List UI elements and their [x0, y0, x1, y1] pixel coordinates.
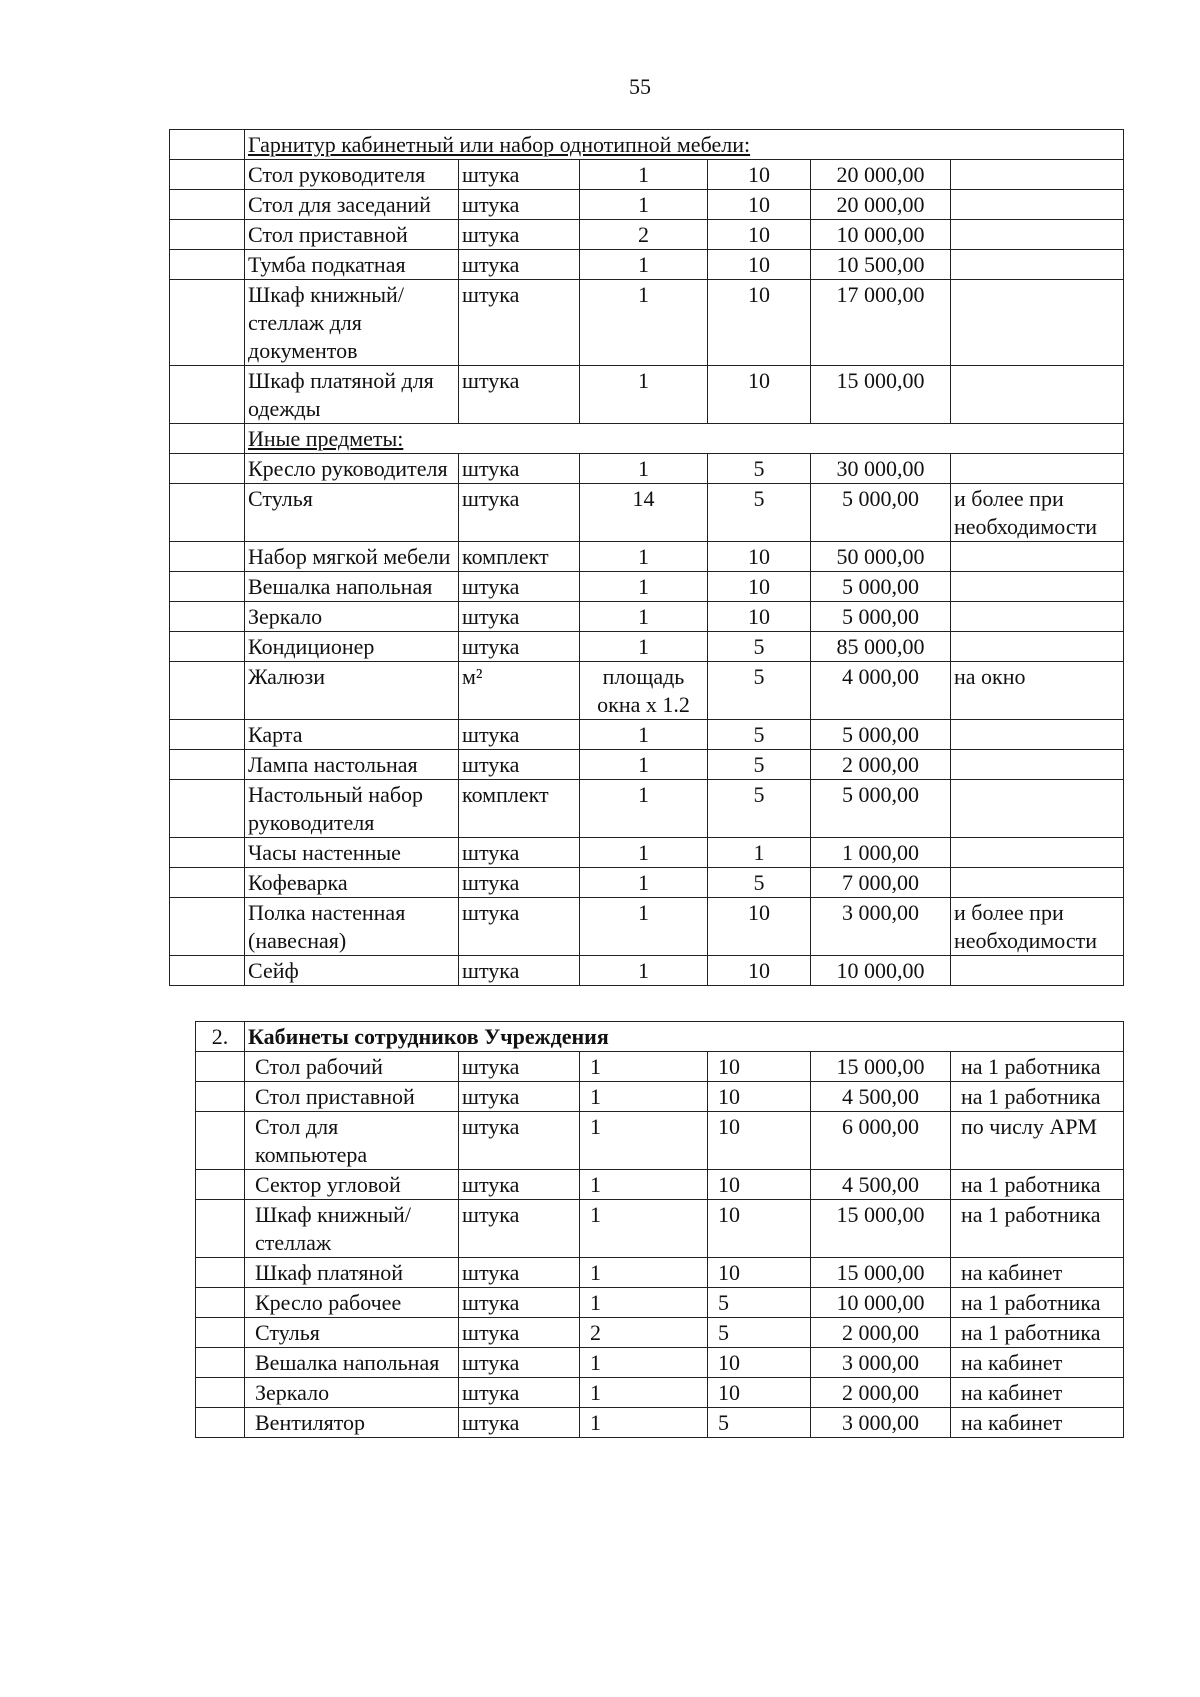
item-note: на кабинет: [951, 1258, 1124, 1288]
table-row: [170, 662, 1124, 720]
item-service-years: 10: [708, 1170, 811, 1200]
item-name: Вентилятор: [245, 1408, 459, 1438]
number-cell: [196, 1408, 245, 1438]
item-note: и более при необходимости: [951, 484, 1124, 542]
item-unit: штука: [459, 1348, 580, 1378]
item-price: 2 000,00: [811, 1378, 951, 1408]
item-quantity: 1: [580, 1200, 708, 1258]
table-row: [170, 838, 1124, 868]
table-row: [170, 250, 1124, 280]
number-cell: [196, 1288, 245, 1318]
number-cell: [170, 424, 245, 454]
table-row: [196, 1408, 1124, 1438]
table-row: [196, 1170, 1124, 1200]
item-unit: штука: [459, 868, 580, 898]
furniture-table-section-2: [195, 1021, 1124, 1438]
number-cell: [170, 454, 245, 484]
item-unit: штука: [459, 572, 580, 602]
table-row: [196, 1112, 1124, 1170]
item-price: 3 000,00: [811, 1348, 951, 1378]
item-note: [951, 280, 1124, 366]
item-service-years: 10: [708, 572, 811, 602]
item-quantity: 1: [580, 572, 708, 602]
item-note: на кабинет: [951, 1378, 1124, 1408]
item-note: [951, 632, 1124, 662]
item-note: [951, 220, 1124, 250]
number-cell: [170, 780, 245, 838]
item-price: 20 000,00: [811, 190, 951, 220]
item-unit: штука: [459, 838, 580, 868]
item-price: 15 000,00: [811, 1052, 951, 1082]
number-cell: [170, 130, 245, 160]
item-service-years: 5: [708, 750, 811, 780]
number-cell: [170, 160, 245, 190]
item-unit: штука: [459, 1112, 580, 1170]
item-price: 4 500,00: [811, 1170, 951, 1200]
item-quantity: 1: [580, 632, 708, 662]
item-unit: штука: [459, 1318, 580, 1348]
item-name: Часы настенные: [245, 838, 459, 868]
item-quantity: 1: [580, 1170, 708, 1200]
number-cell: [196, 1082, 245, 1112]
item-price: 2 000,00: [811, 1318, 951, 1348]
number-cell: [196, 1258, 245, 1288]
item-name: Стол для заседаний: [245, 190, 459, 220]
item-service-years: 10: [708, 898, 811, 956]
item-price: 6 000,00: [811, 1112, 951, 1170]
section-number: 2.: [196, 1022, 245, 1052]
item-note: [951, 572, 1124, 602]
table-row: [170, 898, 1124, 956]
table-row: [196, 1052, 1124, 1082]
table-row: [170, 366, 1124, 424]
item-unit: штука: [459, 1200, 580, 1258]
item-note: [951, 602, 1124, 632]
item-service-years: 5: [708, 780, 811, 838]
item-unit: штука: [459, 366, 580, 424]
item-service-years: 10: [708, 1348, 811, 1378]
item-note: на окно: [951, 662, 1124, 720]
item-service-years: 10: [708, 956, 811, 986]
table-row: [170, 220, 1124, 250]
item-note: [951, 190, 1124, 220]
number-cell: [170, 898, 245, 956]
item-service-years: 5: [708, 662, 811, 720]
number-cell: [170, 190, 245, 220]
item-note: [951, 160, 1124, 190]
item-quantity: 1: [580, 366, 708, 424]
item-unit: комплект: [459, 542, 580, 572]
item-price: 3 000,00: [811, 898, 951, 956]
item-note: на 1 работника: [951, 1200, 1124, 1258]
item-service-years: 10: [708, 1258, 811, 1288]
number-cell: [170, 662, 245, 720]
table-row: [196, 1082, 1124, 1112]
table-row: [196, 1318, 1124, 1348]
item-quantity: 2: [580, 1318, 708, 1348]
number-cell: [170, 542, 245, 572]
table-row: [170, 780, 1124, 838]
item-note: [951, 956, 1124, 986]
item-unit: штука: [459, 1258, 580, 1288]
table-row: [170, 280, 1124, 366]
item-name: Сейф: [245, 956, 459, 986]
item-unit: штука: [459, 956, 580, 986]
item-price: 15 000,00: [811, 366, 951, 424]
item-quantity: площадь окна х 1.2: [580, 662, 708, 720]
item-name: Стулья: [245, 484, 459, 542]
item-name: Стол для компьютера: [245, 1112, 459, 1170]
table-row: [170, 602, 1124, 632]
item-quantity: 1: [580, 1082, 708, 1112]
table-row: [170, 190, 1124, 220]
item-note: на 1 работника: [951, 1082, 1124, 1112]
item-note: на 1 работника: [951, 1288, 1124, 1318]
number-cell: [196, 1052, 245, 1082]
number-cell: [170, 484, 245, 542]
item-name: Жалюзи: [245, 662, 459, 720]
item-name: Кондиционер: [245, 632, 459, 662]
item-unit: штука: [459, 1288, 580, 1318]
item-quantity: 1: [580, 454, 708, 484]
item-service-years: 10: [708, 1052, 811, 1082]
item-price: 15 000,00: [811, 1200, 951, 1258]
group-heading-row: [170, 424, 1124, 454]
item-unit: штука: [459, 280, 580, 366]
table-row: [196, 1258, 1124, 1288]
item-unit: штука: [459, 484, 580, 542]
table-row: [170, 750, 1124, 780]
item-service-years: 10: [708, 190, 811, 220]
item-unit: штука: [459, 632, 580, 662]
item-name: Вешалка напольная: [245, 572, 459, 602]
item-name: Стулья: [245, 1318, 459, 1348]
item-name: Шкаф книжный/стеллаж для документов: [245, 280, 459, 366]
item-note: [951, 454, 1124, 484]
item-note: [951, 366, 1124, 424]
number-cell: [196, 1348, 245, 1378]
item-price: 1 000,00: [811, 838, 951, 868]
number-cell: [196, 1318, 245, 1348]
item-price: 10 000,00: [811, 220, 951, 250]
item-name: Стол приставной: [245, 1082, 459, 1112]
item-quantity: 1: [580, 1348, 708, 1378]
number-cell: [170, 250, 245, 280]
item-unit: штука: [459, 720, 580, 750]
item-price: 10 000,00: [811, 1288, 951, 1318]
table-row: [170, 542, 1124, 572]
item-quantity: 1: [580, 602, 708, 632]
item-quantity: 1: [580, 780, 708, 838]
item-price: 15 000,00: [811, 1258, 951, 1288]
item-price: 4 500,00: [811, 1082, 951, 1112]
number-cell: [170, 280, 245, 366]
item-note: [951, 868, 1124, 898]
number-cell: [170, 838, 245, 868]
item-name: Стол рабочий: [245, 1052, 459, 1082]
item-price: 5 000,00: [811, 602, 951, 632]
number-cell: [170, 220, 245, 250]
item-unit: штука: [459, 898, 580, 956]
item-note: на кабинет: [951, 1408, 1124, 1438]
item-quantity: 1: [580, 1408, 708, 1438]
section-title: Кабинеты сотрудников Учреждения: [245, 1022, 1124, 1052]
item-service-years: 5: [708, 1408, 811, 1438]
item-service-years: 5: [708, 484, 811, 542]
item-service-years: 10: [708, 160, 811, 190]
item-name: Кресло руководителя: [245, 454, 459, 484]
item-price: 7 000,00: [811, 868, 951, 898]
item-unit: м²: [459, 662, 580, 720]
number-cell: [170, 750, 245, 780]
item-service-years: 5: [708, 632, 811, 662]
item-service-years: 10: [708, 220, 811, 250]
item-price: 17 000,00: [811, 280, 951, 366]
item-price: 5 000,00: [811, 780, 951, 838]
group-heading-text: Иные предметы:: [248, 426, 404, 451]
item-note: на 1 работника: [951, 1052, 1124, 1082]
item-quantity: 1: [580, 720, 708, 750]
number-cell: [196, 1170, 245, 1200]
item-note: [951, 838, 1124, 868]
number-cell: [170, 366, 245, 424]
group-heading: [245, 130, 1124, 160]
item-service-years: 10: [708, 366, 811, 424]
item-name: Стол руководителя: [245, 160, 459, 190]
item-name: Настольный набор руководителя: [245, 780, 459, 838]
item-unit: штука: [459, 160, 580, 190]
item-name: Сектор угловой: [245, 1170, 459, 1200]
number-cell: [170, 572, 245, 602]
number-cell: [170, 956, 245, 986]
item-note: [951, 720, 1124, 750]
item-price: 4 000,00: [811, 662, 951, 720]
item-service-years: 1: [708, 838, 811, 868]
item-quantity: 1: [580, 190, 708, 220]
item-name: Шкаф платяной для одежды: [245, 366, 459, 424]
table-row: [170, 484, 1124, 542]
item-quantity: 1: [580, 898, 708, 956]
table-row: [170, 160, 1124, 190]
item-price: 5 000,00: [811, 572, 951, 602]
item-unit: штука: [459, 602, 580, 632]
furniture-table-section-1: [169, 129, 1124, 986]
item-unit: штука: [459, 1082, 580, 1112]
item-service-years: 10: [708, 542, 811, 572]
item-quantity: 1: [580, 280, 708, 366]
table-row: [196, 1378, 1124, 1408]
item-price: 50 000,00: [811, 542, 951, 572]
item-name: Набор мягкой мебели: [245, 542, 459, 572]
item-price: 20 000,00: [811, 160, 951, 190]
number-cell: [170, 632, 245, 662]
item-service-years: 10: [708, 1200, 811, 1258]
item-price: 3 000,00: [811, 1408, 951, 1438]
item-quantity: 1: [580, 1288, 708, 1318]
item-quantity: 1: [580, 1112, 708, 1170]
item-name: Кофеварка: [245, 868, 459, 898]
number-cell: [170, 868, 245, 898]
table-row: [170, 956, 1124, 986]
item-unit: штука: [459, 454, 580, 484]
item-unit: штука: [459, 1378, 580, 1408]
item-quantity: 1: [580, 1258, 708, 1288]
item-service-years: 5: [708, 1318, 811, 1348]
item-price: 5 000,00: [811, 484, 951, 542]
page-number: 55: [629, 74, 651, 99]
number-cell: [196, 1112, 245, 1170]
item-service-years: 10: [708, 1112, 811, 1170]
table-row: [196, 1348, 1124, 1378]
item-unit: штука: [459, 250, 580, 280]
item-unit: штука: [459, 1408, 580, 1438]
number-cell: [170, 602, 245, 632]
item-name: Стол приставной: [245, 220, 459, 250]
item-quantity: 1: [580, 250, 708, 280]
item-service-years: 5: [708, 454, 811, 484]
item-note: на 1 работника: [951, 1318, 1124, 1348]
item-note: на 1 работника: [951, 1170, 1124, 1200]
item-name: Полка настенная (навесная): [245, 898, 459, 956]
item-quantity: 1: [580, 160, 708, 190]
item-service-years: 10: [708, 1378, 811, 1408]
item-name: Зеркало: [245, 1378, 459, 1408]
table-row: [170, 454, 1124, 484]
number-cell: [170, 720, 245, 750]
item-price: 5 000,00: [811, 720, 951, 750]
item-name: Лампа настольная: [245, 750, 459, 780]
table-row: [170, 720, 1124, 750]
item-quantity: 14: [580, 484, 708, 542]
item-note: [951, 780, 1124, 838]
item-name: Тумба подкатная: [245, 250, 459, 280]
item-quantity: 1: [580, 542, 708, 572]
item-price: 10 500,00: [811, 250, 951, 280]
item-unit: штука: [459, 750, 580, 780]
item-note: и более при необходимости: [951, 898, 1124, 956]
group-heading-row: [170, 130, 1124, 160]
item-service-years: 5: [708, 720, 811, 750]
number-cell: [196, 1378, 245, 1408]
item-unit: комплект: [459, 780, 580, 838]
table-row: [196, 1200, 1124, 1258]
group-heading-text: Гарнитур кабинетный или набор однотипной мебели:: [248, 132, 751, 157]
item-unit: штука: [459, 220, 580, 250]
item-name: Вешалка напольная: [245, 1348, 459, 1378]
item-service-years: 5: [708, 1288, 811, 1318]
item-price: 30 000,00: [811, 454, 951, 484]
table-row: [170, 868, 1124, 898]
item-name: Шкаф платяной: [245, 1258, 459, 1288]
group-heading: [245, 424, 1124, 454]
item-note: [951, 250, 1124, 280]
item-name: Карта: [245, 720, 459, 750]
item-note: [951, 750, 1124, 780]
item-quantity: 1: [580, 838, 708, 868]
item-name: Зеркало: [245, 602, 459, 632]
item-name: Шкаф книжный/стеллаж: [245, 1200, 459, 1258]
item-quantity: 1: [580, 868, 708, 898]
item-note: [951, 542, 1124, 572]
item-note: по числу АРМ: [951, 1112, 1124, 1170]
item-unit: штука: [459, 190, 580, 220]
item-unit: штука: [459, 1170, 580, 1200]
item-service-years: 10: [708, 1082, 811, 1112]
number-cell: [196, 1200, 245, 1258]
item-price: 85 000,00: [811, 632, 951, 662]
item-quantity: 1: [580, 750, 708, 780]
item-quantity: 1: [580, 1378, 708, 1408]
table-row: [170, 632, 1124, 662]
item-quantity: 1: [580, 1052, 708, 1082]
item-service-years: 5: [708, 868, 811, 898]
item-price: 2 000,00: [811, 750, 951, 780]
item-quantity: 1: [580, 956, 708, 986]
item-price: 10 000,00: [811, 956, 951, 986]
item-service-years: 10: [708, 602, 811, 632]
item-service-years: 10: [708, 280, 811, 366]
table-row: [170, 572, 1124, 602]
table-row: [196, 1288, 1124, 1318]
item-note: на кабинет: [951, 1348, 1124, 1378]
item-quantity: 2: [580, 220, 708, 250]
item-service-years: 10: [708, 250, 811, 280]
item-unit: штука: [459, 1052, 580, 1082]
section-heading-row: [196, 1022, 1124, 1052]
item-name: Кресло рабочее: [245, 1288, 459, 1318]
